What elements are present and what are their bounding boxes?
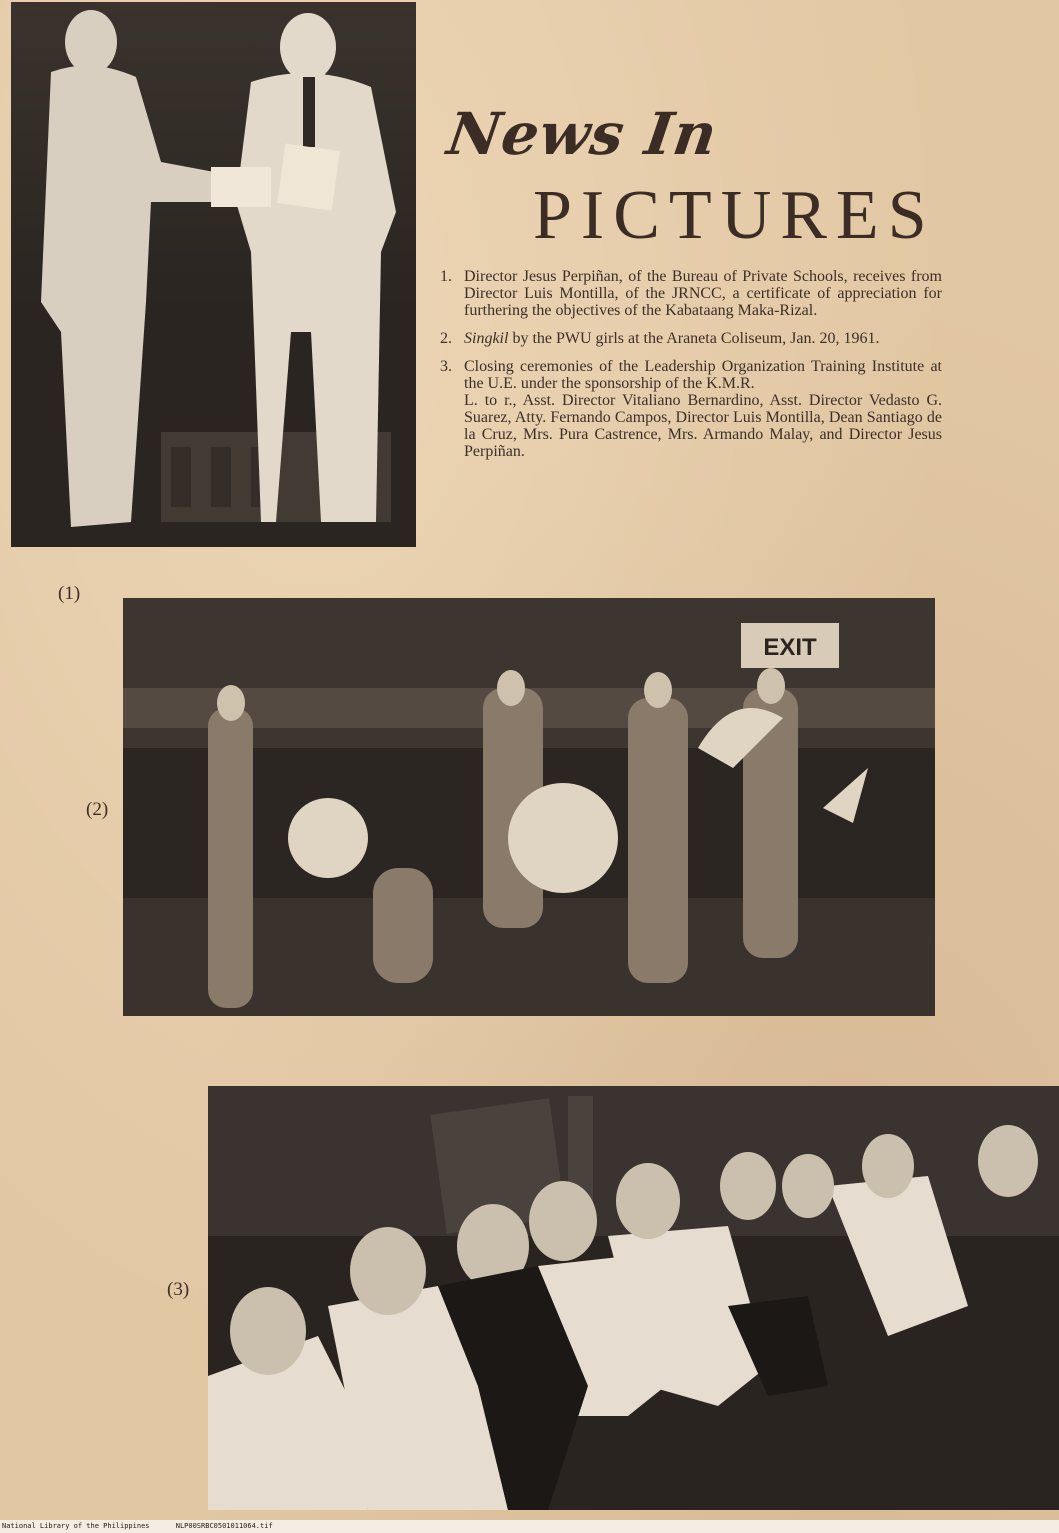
photo-certificate-presentation: [11, 2, 416, 547]
heading-title: PICTURES: [533, 177, 936, 254]
footer-library: National Library of the Philippines: [2, 1522, 150, 1530]
photo-label-3: (3): [167, 1279, 190, 1300]
photo-label-2: (2): [86, 799, 109, 820]
heading-script: News In: [443, 100, 722, 168]
caption-2: [440, 330, 942, 347]
caption-3: [440, 358, 942, 460]
photo-closing-ceremonies: [208, 1086, 1059, 1510]
footer-filename: NLP00SRBC0501011064.tif: [175, 1522, 273, 1530]
captions-list: [440, 268, 942, 471]
caption-text: Director Jesus Perpiñan, of the Bureau of Private Schools, receives from Director Luis Montilla, of the JRNCC, a certificate of appreciation for furthering the objectives of the Kabataang Maka-Rizal.: [464, 268, 942, 319]
caption-1: [440, 268, 942, 319]
photo-singkil-dancers: [123, 598, 935, 1016]
caption-names: L. to r., Asst. Director Vitaliano Bernardino, Asst. Director Vedasto G. Suarez, Atty. Fernando Campos, Director Luis Montilla, Dean Santiago de la Cruz, Mrs. Pura Castrence, Mrs. Armando Malay, and Director Jesus Perpiñan.: [464, 392, 942, 460]
caption-description: Closing ceremonies of the Leadership Organization Training Institute at the U.E. under the sponsorship of the K.M.R.: [464, 358, 942, 392]
caption-text: [464, 330, 942, 347]
photo-label-1: (1): [58, 583, 81, 604]
caption-number: 1.: [440, 268, 452, 285]
caption-rest: by the PWU girls at the Araneta Coliseum, Jan. 20, 1961.: [508, 330, 880, 347]
caption-number: 2.: [440, 330, 452, 347]
caption-text: [464, 358, 942, 460]
caption-emphasis: Singkil: [464, 330, 509, 347]
archive-footer: [0, 1520, 1059, 1533]
exit-sign-text: EXIT: [763, 634, 817, 661]
caption-number: 3.: [440, 358, 452, 375]
